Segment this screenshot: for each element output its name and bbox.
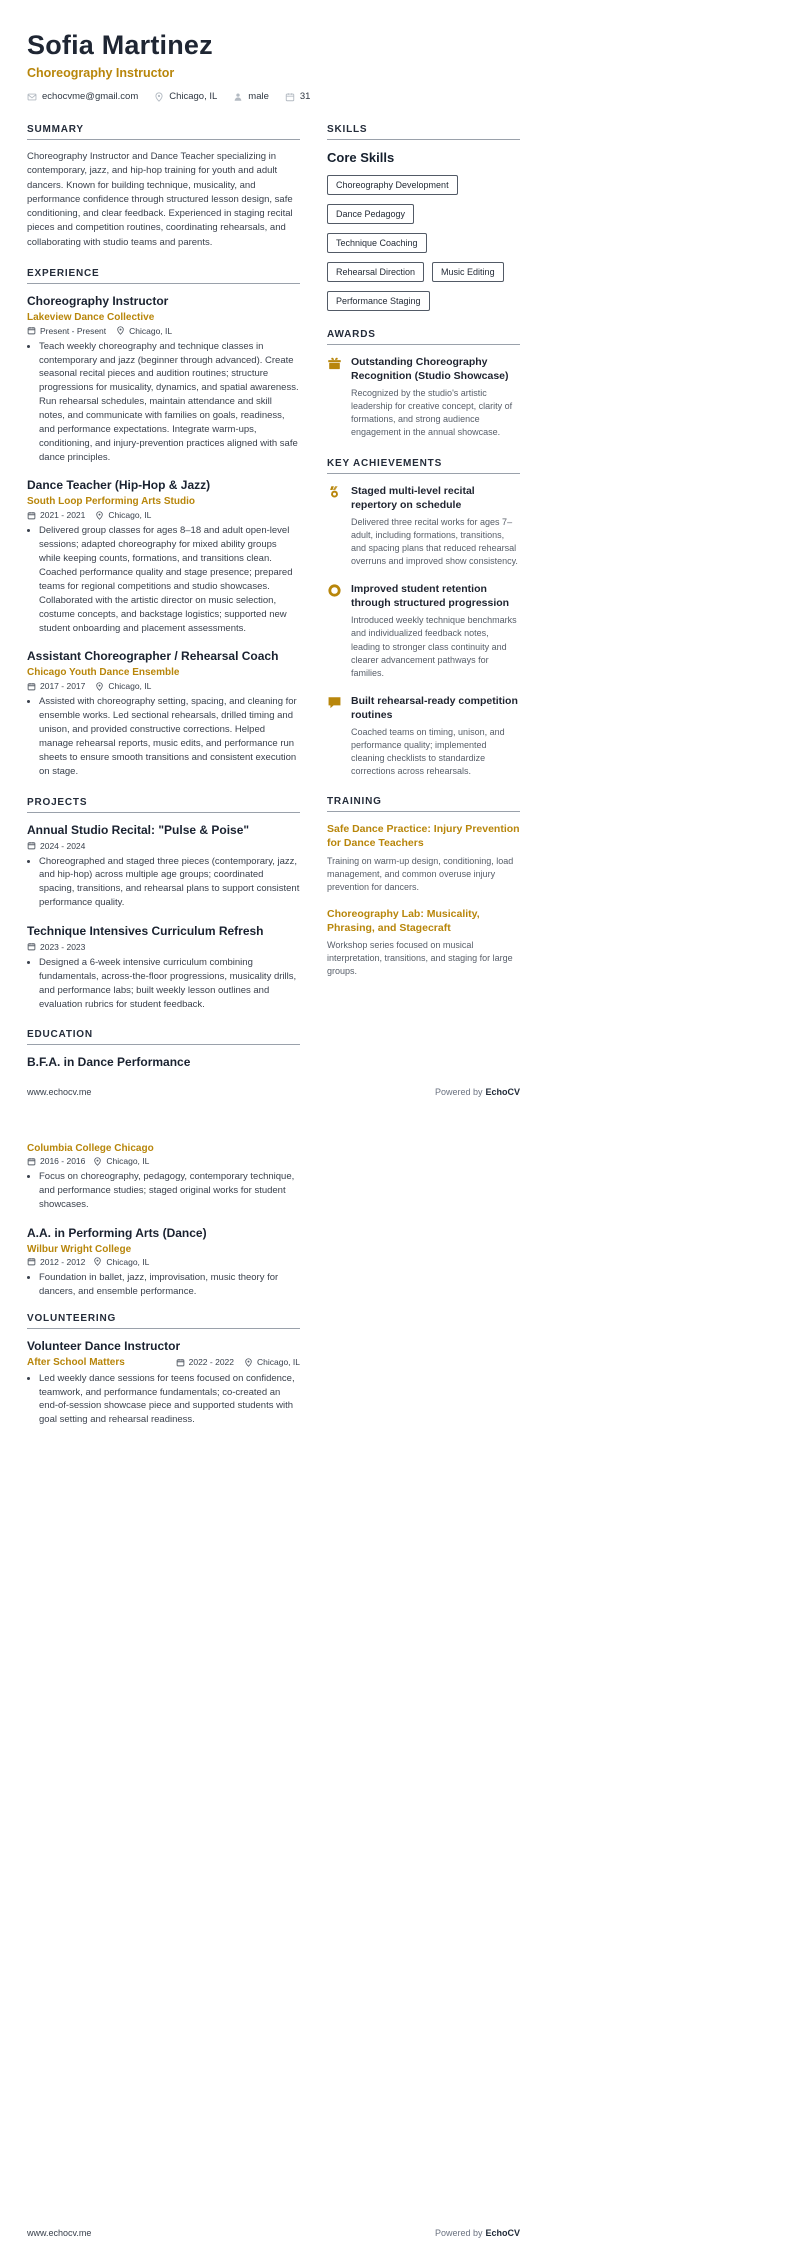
achievement-item [327, 484, 520, 569]
skill-tag: Dance Pedagogy [327, 204, 414, 224]
education-dates: 2012 - 2012 [27, 1257, 85, 1267]
project-bullet: • Designed a 6-week intensive curriculum combining fundamentals, across-the-floor progressions, musicality drills, and performance labs; built weekly lesson outlines and evaluation rubrics for student feedback. [39, 956, 300, 1011]
project-dates: 2023 - 2023 [27, 942, 85, 952]
education-bullets [27, 1271, 300, 1299]
calendar-icon [27, 1257, 36, 1266]
contact-location [154, 91, 217, 102]
contact-email[interactable] [27, 91, 138, 102]
contact-row [27, 91, 520, 102]
footer-url-link[interactable]: www.echocv.me [27, 2228, 92, 2238]
experience-heading: EXPERIENCE [27, 268, 300, 284]
key-achievements-heading: KEY ACHIEVEMENTS [327, 458, 520, 474]
progress-ring-icon [327, 582, 342, 680]
award-item [327, 355, 520, 440]
left-column [27, 124, 300, 1073]
training-section [327, 796, 520, 978]
training-description: Training on warm-up design, conditioning, load management, and common overuse injury prevention for dancers. [327, 855, 514, 892]
achievement-item [327, 582, 520, 680]
location-pin-icon [95, 682, 104, 691]
medal-icon [327, 484, 342, 569]
training-item [327, 822, 520, 893]
calendar-icon [27, 682, 36, 691]
page2-columns [27, 1143, 520, 1445]
job-title: Assistant Choreographer / Rehearsal Coach [27, 649, 279, 664]
skills-group-title: Core Skills [327, 150, 395, 165]
project-title: Annual Studio Recital: "Pulse & Poise" [27, 822, 250, 837]
education-degree: A.A. in Performing Arts (Dance) [27, 1225, 207, 1240]
education-item [27, 1143, 300, 1212]
skill-tag: Technique Coaching [327, 233, 427, 253]
volunteering-bullets [27, 1372, 300, 1427]
project-bullets [27, 855, 300, 910]
job-company: Lakeview Dance Collective [27, 311, 155, 323]
experience-item [27, 478, 300, 635]
job-company: South Loop Performing Arts Studio [27, 496, 195, 508]
calendar-icon [27, 942, 36, 951]
skill-tag: Choreography Development [327, 175, 458, 195]
job-dates: 2017 - 2017 [27, 681, 85, 691]
location-pin-icon [93, 1157, 102, 1166]
education-meta-row [27, 1244, 300, 1255]
skills-heading: SKILLS [327, 124, 520, 140]
contact-gender [233, 91, 269, 102]
contact-age [285, 91, 311, 102]
experience-item [27, 294, 300, 465]
job-location: Chicago, IL [95, 510, 151, 520]
education-location: Chicago, IL [93, 1257, 149, 1267]
skill-tag: Performance Staging [327, 291, 430, 311]
email-icon [27, 92, 37, 102]
job-dates: Present - Present [27, 326, 106, 336]
summary-heading: SUMMARY [27, 124, 300, 140]
education-institution: Columbia College Chicago [27, 1143, 154, 1155]
contact-age-text: 31 [299, 91, 311, 102]
job-meta-row [27, 496, 300, 520]
job-location: Chicago, IL [95, 681, 151, 691]
project-dates: 2024 - 2024 [27, 841, 85, 851]
education-item [27, 1226, 300, 1299]
project-bullet: • Choreographed and staged three pieces (contemporary, jazz, and hip-hop) across multiple age groups; coordinated spacing, transitions, and rehearsal plans to support consistent performance quality. [39, 855, 300, 910]
training-heading: TRAINING [327, 796, 520, 812]
achievement-title: Improved student retention through structured progression [351, 583, 510, 610]
brand-echocv: EchoCV [485, 2228, 520, 2238]
location-pin-icon [95, 511, 104, 520]
education-meta-row [27, 1156, 300, 1166]
awards-section [327, 329, 520, 440]
skill-tag: Music Editing [432, 262, 504, 282]
project-meta-row [27, 942, 300, 952]
candidate-name: Sofia Martinez [27, 30, 213, 60]
job-title: Choreography Instructor [27, 293, 169, 308]
volunteering-meta-row [27, 1357, 300, 1368]
job-location: Chicago, IL [116, 326, 172, 336]
job-meta-row [27, 312, 300, 336]
contact-gender-text: male [248, 91, 269, 102]
page1-columns [27, 124, 520, 1073]
education-heading: EDUCATION [27, 1029, 300, 1045]
calendar-icon [27, 1157, 36, 1166]
job-bullet: • Delivered group classes for ages 8–18 and adult open-level sessions; adapted choreography for mixed ability groups while keeping counts, formations, and transitions clean. Coached performance quality and stage presence; prepared teams for regional competitions and studio showcases. Collaborated with the artistic director on music selection, costume concepts, and backstage logistics; supported new student onboarding and placement assessments. [39, 524, 300, 635]
project-title: Technique Intensives Curriculum Refresh [27, 923, 264, 938]
education-institution: Wilbur Wright College [27, 1243, 132, 1255]
education-meta-row [27, 1143, 300, 1154]
page2-footer [27, 2228, 520, 2238]
education-bullet: • Foundation in ballet, jazz, improvisation, music theory for dancers, and ensemble performance. [39, 1271, 300, 1299]
award-title: Outstanding Choreography Recognition (Studio Showcase) [351, 356, 509, 383]
age-icon [285, 92, 295, 102]
key-achievements-section [327, 458, 520, 779]
education-location: Chicago, IL [93, 1156, 149, 1166]
education-section [27, 1029, 300, 1069]
achievement-title: Staged multi-level recital repertory on schedule [351, 484, 475, 511]
gift-icon [327, 355, 342, 440]
job-dates: 2021 - 2021 [27, 510, 85, 520]
job-bullet: • Assisted with choreography setting, spacing, and cleaning for ensemble works. Led sectional rehearsals, drilled timing and unison, and provided constructive corrections. Helped manage rehearsal reports, music edits, and performance run sheets to ensure smooth transitions and consistent execution on stage. [39, 695, 300, 778]
volunteering-location: Chicago, IL [244, 1357, 300, 1367]
skill-tags [327, 175, 520, 311]
powered-by[interactable]: Powered by EchoCV [434, 1087, 520, 1098]
job-title: Dance Teacher (Hip-Hop & Jazz) [27, 478, 211, 493]
job-company: Chicago Youth Dance Ensemble [27, 667, 180, 679]
speech-bubble-icon [327, 694, 342, 779]
training-title: Choreography Lab: Musicality, Phrasing, and Stagecraft [327, 907, 480, 934]
location-pin-icon [244, 1358, 253, 1367]
achievement-description: Coached teams on timing, unison, and performance quality; implemented cleaning checklists to standardize corrections across rehearsals. [351, 726, 505, 777]
skills-section [327, 124, 520, 311]
volunteering-bullet: • Led weekly dance sessions for teens focused on confidence, teamwork, and performance fundamentals; co-created an end-of-session showcase piece and supported students with goal setting and rehearsal readiness. [39, 1372, 300, 1427]
training-title: Safe Dance Practice: Injury Prevention for Dance Teachers [327, 823, 520, 850]
education-dates: 2016 - 2016 [27, 1156, 85, 1166]
volunteering-item [27, 1339, 300, 1427]
skill-tag: Rehearsal Direction [327, 262, 424, 282]
page1-footer [27, 1087, 520, 1097]
brand-echocv: EchoCV [485, 1087, 520, 1098]
contact-location-text: Chicago, IL [169, 91, 218, 102]
experience-item [27, 649, 300, 778]
achievement-description: Delivered three recital works for ages 7–adult, including formations, transitions, and spacing plans that reduced rehearsal overruns and improved show consistency. [351, 516, 518, 567]
candidate-title: Choreography Instructor [27, 66, 175, 80]
volunteering-title: Volunteer Dance Instructor [27, 1338, 181, 1353]
achievement-item [327, 694, 520, 779]
project-meta-row [27, 841, 300, 851]
left-column-page2 [27, 1143, 300, 1445]
education-bullets [27, 1170, 300, 1212]
project-item [27, 823, 300, 910]
calendar-icon [27, 841, 36, 850]
resume-header [27, 30, 520, 102]
awards-heading: AWARDS [327, 329, 520, 345]
education-degree: B.F.A. in Dance Performance [27, 1055, 191, 1070]
project-bullets [27, 956, 300, 1011]
footer-url-link[interactable]: www.echocv.me [27, 1087, 92, 1098]
calendar-icon [27, 511, 36, 520]
location-pin-icon [116, 326, 125, 335]
training-description: Workshop series focused on musical interpretation, transitions, and staging for large groups. [327, 940, 513, 977]
calendar-icon [176, 1358, 185, 1367]
projects-heading: PROJECTS [27, 797, 300, 813]
gender-icon [233, 92, 243, 102]
contact-email-text: echocvme@gmail.com [42, 91, 139, 102]
job-bullets [27, 695, 300, 778]
location-pin-icon [93, 1257, 102, 1266]
achievement-description: Introduced weekly technique benchmarks and individualized feedback notes, leading to stronger class continuity and clearer advancement pathways for families. [351, 615, 517, 678]
volunteering-dates: 2022 - 2022 [176, 1357, 234, 1367]
projects-section [27, 797, 300, 1012]
summary-text: Choreography Instructor and Dance Teacher specializing in contemporary, jazz, and hip-hop training for youth and adult dancers. Known for building technique, musicality, and performance confidence through structured lesson design, safe conditioning, and clear feedback. Experienced in staging recital pieces and competition routines, coordinating rehearsals, and collaborating with studio teams and parents. [27, 151, 293, 248]
volunteering-section [27, 1313, 300, 1427]
right-column [327, 124, 520, 996]
training-item [327, 907, 520, 978]
calendar-icon [27, 326, 36, 335]
job-bullets [27, 524, 300, 635]
achievement-title: Built rehearsal-ready competition routines [351, 694, 518, 721]
job-bullet: • Teach weekly choreography and technique classes in contemporary and jazz (beginner through advanced). Create seasonal recital pieces and audition routines; structure progressions for musicality, dynamics, and spatial awareness. Run rehearsal schedules, maintain attendance and skill notes, and communicate with families on goals, readiness, and performance expectations. Integrate warm-ups, conditioning, and injury-prevention practices aligned with safe dance principles. [39, 340, 300, 465]
summary-section [27, 124, 300, 250]
location-icon [154, 92, 164, 102]
experience-section [27, 268, 300, 779]
education-bullet: • Focus on choreography, pedagogy, contemporary technique, and performance studies; staged original works for student showcases. [39, 1170, 300, 1212]
volunteering-organization: After School Matters [27, 1356, 125, 1368]
powered-by[interactable]: Powered by EchoCV [434, 2228, 520, 2238]
job-meta-row [27, 667, 300, 691]
resume-content [27, 0, 520, 1445]
education-meta-row [27, 1257, 300, 1267]
volunteering-heading: VOLUNTEERING [27, 1313, 300, 1329]
project-item [27, 924, 300, 1011]
job-bullets [27, 340, 300, 465]
award-description: Recognized by the studio's artistic leadership for creative concept, clarity of formations, and strong audience engagement in the annual showcase. [351, 388, 513, 438]
